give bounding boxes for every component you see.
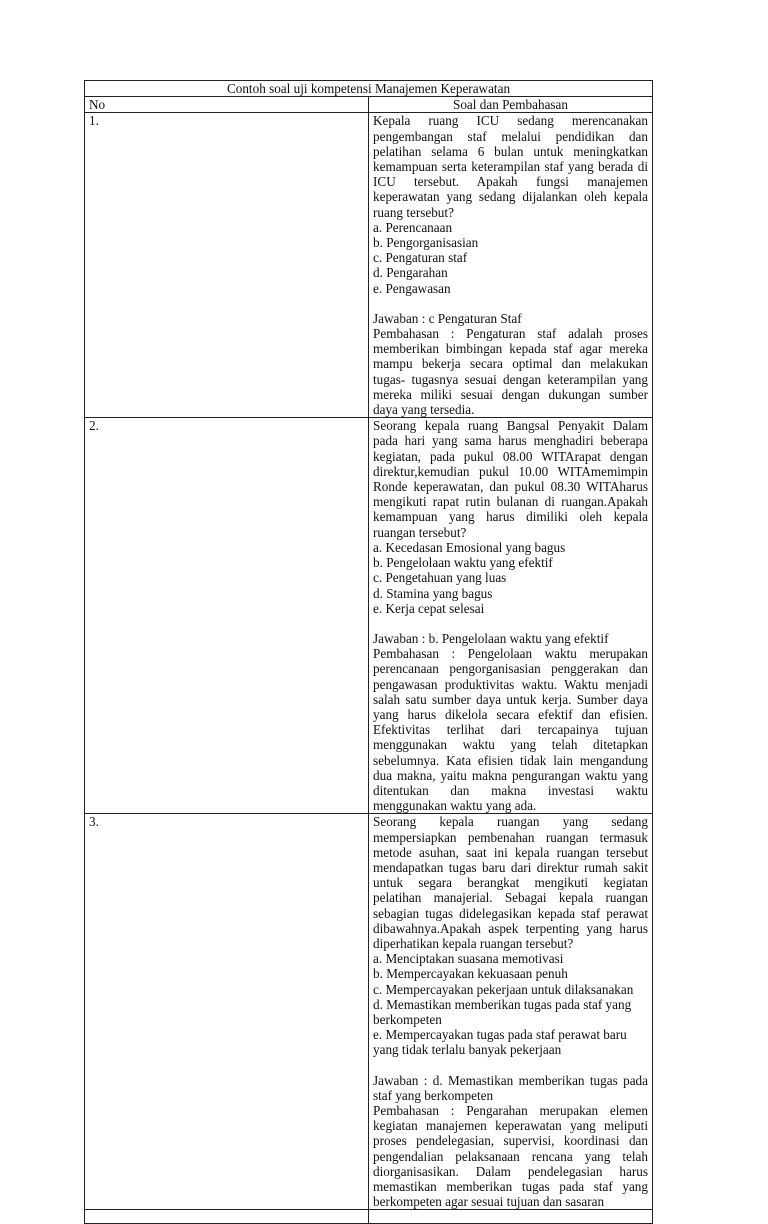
option-list (373, 540, 648, 616)
option-item: c. Pengetahuan yang luas (373, 570, 507, 586)
explanation-text: Pembahasan : Pengelolaan waktu merupakan perencanaan pengorganisasian penggerakan dan pengawasan produktivitas waktu. Waktu menjadi salah satu sumber daya untuk kerja. Sumber daya yang harus dikelola secara efektif dan efisien. Efektivitas terlihat dari tercapainya tujuan menggunakan waktu yang telah ditetapkan sebelumnya. Kata efisien tidak lain mengandung dua makna, yaitu makna pengurangan waktu yang ditentukan dan makna investasi waktu menggunakan waktu yang ada. (373, 646, 648, 814)
option-item: d. Pengarahan (373, 265, 448, 281)
table-row (85, 418, 653, 814)
option-list (373, 220, 648, 296)
question-number: 2. (85, 418, 369, 814)
explanation-text: Pembahasan : Pengaturan staf adalah proses memberikan bimbingan kepada staf agar mereka mampu bekerja secara optimal dan melakukan tugas- tugasnya sesuai dengan keterampilan yang mereka miliki sesuai dengan dukungan sumber daya yang tersedia. (373, 326, 648, 418)
header-content: Soal dan Pembahasan (369, 97, 653, 113)
option-item: c. Pengaturan staf (373, 250, 468, 266)
option-item: a. Perencanaan (373, 219, 453, 235)
option-item: b. Pengelolaan waktu yang efektif (373, 555, 553, 571)
question-text: Kepala ruang ICU sedang merencanakan pengembangan staf melalui pendidikan dan pelatihan selama 6 bulan untuk meningkatkan kemampuan serta keterampilan staf yang berada di ICU tersebut. Apakah fungsi manajemen keperawatan yang sedang dijalankan oleh kepala ruang tersebut? (373, 113, 648, 220)
table-row (85, 113, 653, 418)
question-cell (369, 418, 653, 814)
question-table (84, 80, 653, 1224)
table-title: Contoh soal uji kompetensi Manajemen Keperawatan (85, 81, 653, 97)
option-item: c. Mempercayakan pekerjaan untuk dilaksanakan (373, 981, 634, 997)
header-row (85, 97, 653, 113)
header-no: No (85, 97, 369, 113)
empty-row (85, 1210, 653, 1224)
option-item: b. Mempercayakan kekuasaan penuh (373, 966, 568, 982)
option-item: a. Menciptakan suasana memotivasi (373, 951, 564, 967)
answer-text: Jawaban : b. Pengelolaan waktu yang efektif (373, 630, 609, 646)
answer-text: Jawaban : d. Memastikan memberikan tugas pada staf yang berkompeten (373, 1072, 648, 1103)
option-item: e. Mempercayakan tugas pada staf perawat baru yang tidak terlalu banyak pekerjaan (373, 1027, 627, 1058)
question-cell (369, 814, 653, 1210)
question-number: 3. (85, 814, 369, 1210)
title-row (85, 81, 653, 97)
question-number: 1. (85, 113, 369, 418)
question-text: Seorang kepala ruangan yang sedang mempersiapkan pembenahan ruangan termasuk metode asuhan, saat ini kepala ruangan tersebut mendapatkan tugas baru dari direktur rumah sakit untuk segara berangkat mengikuti kegiatan pelatihan manajerial. Sebagai kepala ruangan sebagian tugas didelegasikan kepada staf perawat dibawahnya.Apakah aspek terpenting yang harus diperhatikan kepala ruangan tersebut? (373, 814, 648, 951)
question-text: Seorang kepala ruang Bangsal Penyakit Dalam pada hari yang sama harus menghadiri beberapa kegiatan, pada pukul 08.00 WITArapat dengan direktur,kemudian pukul 10.00 WITAmemimpin Ronde keperawatan, dan pukul 08.30 WITAharus mengikuti rapat rutin bulanan di ruangan.Apakah kemampuan yang harus dimiliki oleh kepala ruangan tersebut? (373, 418, 648, 540)
explanation-text: Pembahasan : Pengarahan merupakan elemen kegiatan manajemen keperawatan yang meliputi proses pendelegasian, supervisi, koordinasi dan pengendalian pelaksanaan rencana yang telah diorganisasikan. Dalam pendelegasian harus memastikan memberikan tugas pada staf yang berkompeten agar sesuai tujuan dan sasaran (373, 1103, 648, 1210)
option-list (373, 951, 648, 1057)
option-item: a. Kecedasan Emosional yang bagus (373, 539, 566, 555)
option-item: b. Pengorganisasian (373, 235, 479, 251)
table-row (85, 814, 653, 1210)
option-item: e. Pengawasan (373, 280, 451, 296)
option-item: e. Kerja cepat selesai (373, 600, 485, 616)
answer-text: Jawaban : c Pengaturan Staf (373, 310, 522, 326)
option-item: d. Memastikan memberikan tugas pada staf yang berkompeten (373, 996, 632, 1027)
option-item: d. Stamina yang bagus (373, 585, 493, 601)
question-cell (369, 113, 653, 418)
